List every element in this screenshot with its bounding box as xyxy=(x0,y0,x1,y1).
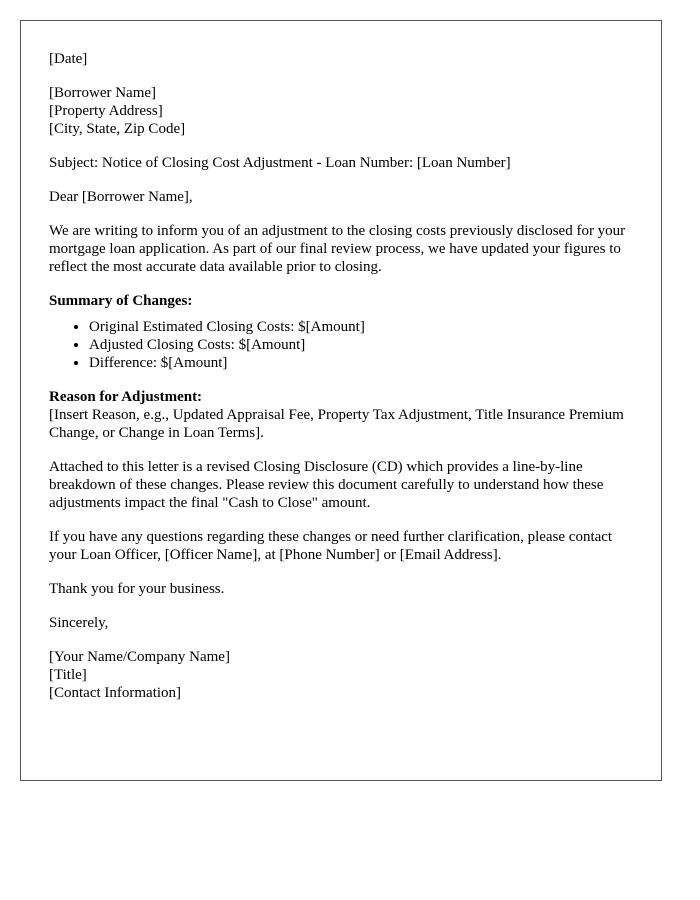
summary-item-adjusted: • Adjusted Closing Costs: $[Amount] xyxy=(89,336,633,354)
thanks-line: Thank you for your business. xyxy=(49,581,225,597)
summary-section xyxy=(49,292,633,372)
signature-title: [Title] xyxy=(49,667,87,683)
letter-page xyxy=(20,20,662,781)
recipient-city-state-zip: [City, State, Zip Code] xyxy=(49,121,186,137)
recipient-name: [Borrower Name] xyxy=(49,85,157,101)
signature-contact: [Contact Information] xyxy=(49,685,182,701)
reason-heading: Reason for Adjustment: xyxy=(49,389,203,405)
summary-list xyxy=(49,318,633,372)
signature-name: [Your Name/Company Name] xyxy=(49,649,230,665)
reason-text: [Insert Reason, e.g., Updated Appraisal Fee, Property Tax Adjustment, Title Insurance Premium Change, or Change in Loan Terms]. xyxy=(49,407,624,441)
intro-paragraph: We are writing to inform you of an adjustment to the closing costs previously disclosed for your mortgage loan application. As part of our final review process, we have updated your figures to reflect the most accurate data available prior to closing. xyxy=(49,223,626,275)
closing-line: Sincerely, xyxy=(49,615,109,631)
recipient-block xyxy=(49,84,633,138)
letter-subject: Subject: Notice of Closing Cost Adjustment - Loan Number: [Loan Number] xyxy=(49,155,511,171)
recipient-address: [Property Address] xyxy=(49,103,163,119)
summary-item-difference: • Difference: $[Amount] xyxy=(89,354,633,372)
letter-salutation: Dear [Borrower Name], xyxy=(49,189,193,205)
signature-block xyxy=(49,648,633,702)
attachment-paragraph: Attached to this letter is a revised Closing Disclosure (CD) which provides a line-by-line breakdown of these changes. Please review this document carefully to understand how these adjustments impact the final "Cash to Close" amount. xyxy=(49,459,604,511)
reason-section xyxy=(49,388,633,442)
letter-date: [Date] xyxy=(49,51,88,67)
summary-item-original: • Original Estimated Closing Costs: $[Amount] xyxy=(89,318,633,336)
questions-paragraph: If you have any questions regarding these changes or need further clarification, please contact your Loan Officer, [Officer Name], at [Phone Number] or [Email Address]. xyxy=(49,529,613,563)
summary-heading: Summary of Changes: xyxy=(49,293,193,309)
